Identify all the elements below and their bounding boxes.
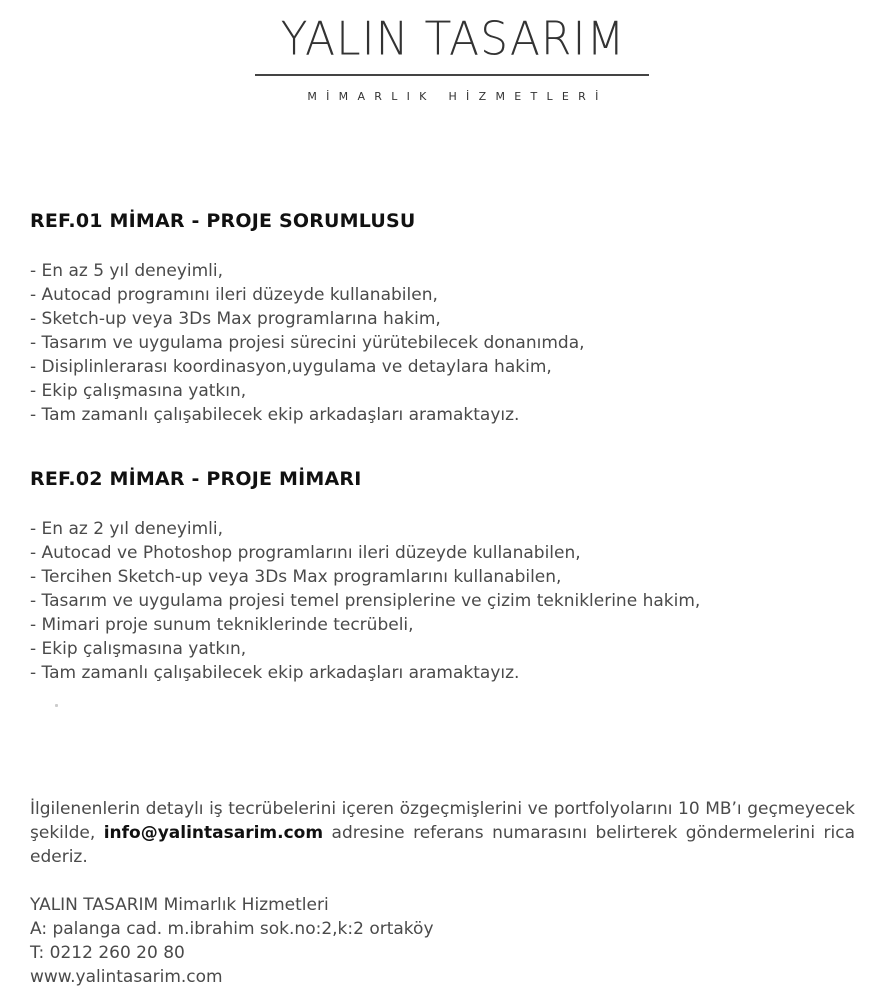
list-item: - Tasarım ve uygulama projesi temel prensiplerine ve çizim tekniklerine hakim, bbox=[30, 589, 700, 613]
job-heading: REF.01 MİMAR - PROJE SORUMLUSU bbox=[30, 210, 416, 232]
list-item: - Tam zamanlı çalışabilecek ekip arkadaşları aramaktayız. bbox=[30, 403, 585, 427]
list-item: - En az 2 yıl deneyimli, bbox=[30, 517, 700, 541]
application-instructions bbox=[30, 797, 855, 869]
list-item: - Ekip çalışmasına yatkın, bbox=[30, 637, 700, 661]
company-name: YALIN TASARIM Mimarlık Hizmetleri bbox=[30, 895, 329, 915]
company-address: A: palanga cad. m.ibrahim sok.no:2,k:2 ortaköy bbox=[30, 919, 434, 939]
instructions-text-end: adresine referans numarasını belirterek göndermelerini rica ederiz. bbox=[30, 823, 855, 867]
list-item: - Disiplinlerarası koordinasyon,uygulama ve detaylara hakim, bbox=[30, 355, 585, 379]
instructions-text-start: İlgilenenlerin detaylı iş tecrübelerini içeren özgeçmişlerini ve portfolyolarını 10 MB’ı geçmeyecek şekilde, bbox=[30, 799, 855, 843]
job-section-ref02 bbox=[30, 468, 700, 685]
company-contact-block bbox=[30, 893, 434, 989]
logo-divider bbox=[255, 74, 649, 76]
list-item: - En az 5 yıl deneyimli, bbox=[30, 259, 585, 283]
company-website[interactable]: www.yalintasarim.com bbox=[30, 967, 223, 987]
email-link[interactable]: info@yalintasarim.com bbox=[103, 823, 324, 843]
requirements-list bbox=[30, 517, 700, 685]
stray-mark bbox=[55, 704, 58, 707]
logo-title: YALIN TASARIM bbox=[280, 12, 626, 67]
list-item: - Tasarım ve uygulama projesi sürecini yürütebilecek donanımda, bbox=[30, 331, 585, 355]
company-logo bbox=[255, 14, 651, 103]
list-item: - Sketch-up veya 3Ds Max programlarına hakim, bbox=[30, 307, 585, 331]
list-item: - Tam zamanlı çalışabilecek ekip arkadaşları aramaktayız. bbox=[30, 661, 700, 685]
requirements-list bbox=[30, 259, 585, 427]
company-phone: T: 0212 260 20 80 bbox=[30, 943, 185, 963]
list-item: - Mimari proje sunum tekniklerinde tecrübeli, bbox=[30, 613, 700, 637]
list-item: - Ekip çalışmasına yatkın, bbox=[30, 379, 585, 403]
job-section-ref01 bbox=[30, 210, 585, 427]
list-item: - Autocad programını ileri düzeyde kullanabilen, bbox=[30, 283, 585, 307]
list-item: - Tercihen Sketch-up veya 3Ds Max programlarını kullanabilen, bbox=[30, 565, 700, 589]
list-item: - Autocad ve Photoshop programlarını ileri düzeyde kullanabilen, bbox=[30, 541, 700, 565]
logo-subtitle: MİMARLIK HİZMETLERİ bbox=[307, 90, 608, 103]
job-heading: REF.02 MİMAR - PROJE MİMARI bbox=[30, 468, 362, 490]
